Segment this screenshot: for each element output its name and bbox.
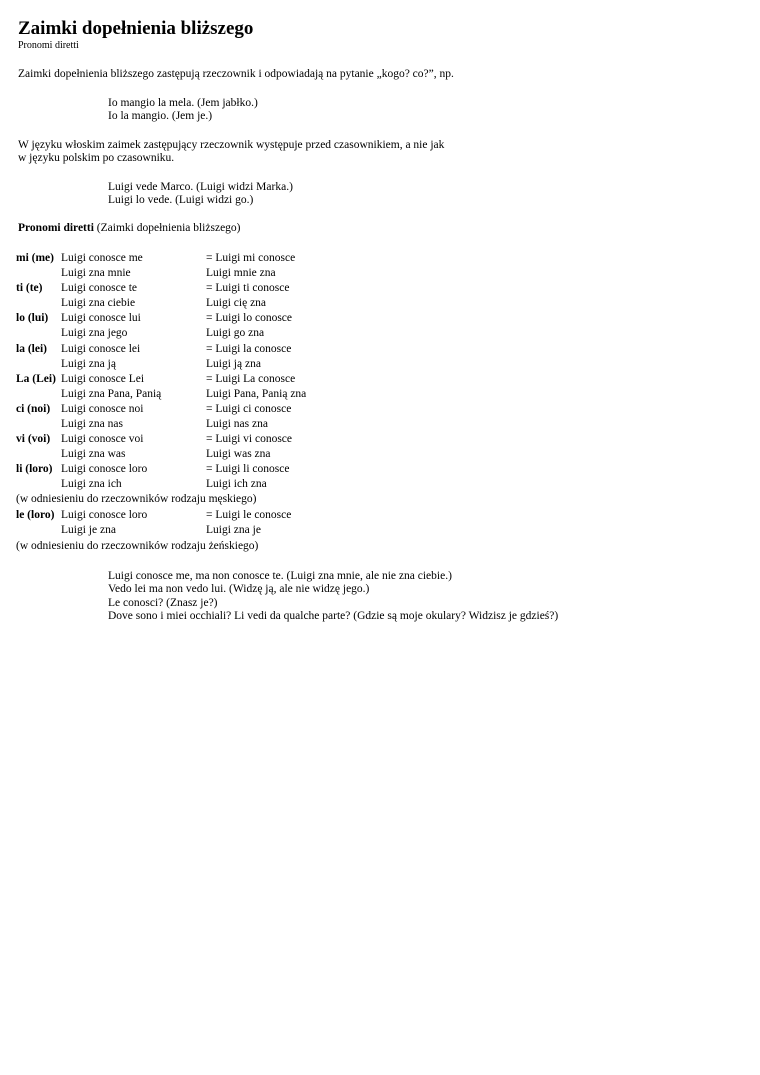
italian-long-form: Luigi conosce te: [61, 282, 138, 294]
pronoun-label: le (loro): [16, 509, 55, 521]
italian-long-form: Luigi conosce lui: [61, 312, 141, 324]
example-line: Luigi lo vede. (Luigi widzi go.): [108, 194, 254, 206]
polish-short-form: Luigi zna je: [206, 524, 261, 536]
pronoun-label: la (lei): [16, 343, 47, 355]
intro-paragraph: Zaimki dopełnienia bliższego zastępują rzeczownik i odpowiadają na pytanie „kogo? co?”, np.: [18, 68, 454, 80]
paragraph-line: w języku polskim po czasowniku.: [18, 152, 175, 164]
polish-short-form: Luigi cię zna: [206, 297, 267, 309]
italian-long-form: Luigi conosce loro: [61, 463, 148, 475]
polish-short-form: Luigi ją zna: [206, 358, 261, 370]
example-line: Le conosci? (Znasz je?): [108, 597, 218, 609]
italian-long-form: Luigi conosce noi: [61, 403, 144, 415]
example-line: Io la mangio. (Jem je.): [108, 110, 213, 122]
pronoun-label: mi (me): [16, 252, 54, 264]
italian-short-form: = Luigi mi conosce: [206, 252, 296, 264]
italian-long-form: Luigi conosce me: [61, 252, 143, 264]
polish-long-form: Luigi zna mnie: [61, 267, 131, 279]
example-line: Dove sono i miei occhiali? Li vedi da qualche parte? (Gdzie są moje okulary? Widzisz je gdzieś?): [108, 610, 559, 622]
polish-long-form: Luigi je zna: [61, 524, 116, 536]
polish-long-form: Luigi zna ich: [61, 478, 122, 490]
italian-short-form: = Luigi li conosce: [206, 463, 290, 475]
page-title: Zaimki dopełnienia bliższego: [18, 18, 254, 39]
page-subtitle: Pronomi diretti: [18, 40, 79, 51]
italian-short-form: = Luigi lo conosce: [206, 312, 293, 324]
italian-short-form: = Luigi la conosce: [206, 343, 292, 355]
polish-short-form: Luigi nas zna: [206, 418, 268, 430]
pronoun-label: La (Lei): [16, 373, 56, 385]
italian-long-form: Luigi conosce voi: [61, 433, 144, 445]
section-heading: [18, 222, 241, 235]
polish-short-form: Luigi go zna: [206, 327, 265, 339]
polish-short-form: Luigi was zna: [206, 448, 271, 460]
italian-short-form: = Luigi ci conosce: [206, 403, 292, 415]
polish-long-form: Luigi zna jego: [61, 327, 128, 339]
pronoun-label: vi (voi): [16, 433, 51, 445]
polish-short-form: Luigi ich zna: [206, 478, 267, 490]
polish-short-form: Luigi mnie zna: [206, 267, 276, 279]
italian-long-form: Luigi conosce lei: [61, 343, 141, 355]
italian-long-form: Luigi conosce loro: [61, 509, 148, 521]
pronoun-label: lo (lui): [16, 312, 49, 324]
pronoun-label: ti (te): [16, 282, 43, 294]
polish-long-form: Luigi zna Pana, Panią: [61, 388, 162, 400]
section-heading-rest: (Zaimki dopełnienia bliższego): [93, 222, 241, 234]
polish-long-form: Luigi zna ją: [61, 358, 116, 370]
italian-long-form: Luigi conosce Lei: [61, 373, 145, 385]
italian-short-form: = Luigi La conosce: [206, 373, 296, 385]
polish-long-form: Luigi zna was: [61, 448, 126, 460]
example-line: Vedo lei ma non vedo lui. (Widzę ją, ale nie widzę jego.): [108, 583, 370, 595]
italian-short-form: = Luigi le conosce: [206, 509, 292, 521]
polish-long-form: Luigi zna nas: [61, 418, 123, 430]
section-heading-bold: Pronomi diretti: [18, 222, 94, 234]
paragraph-line: W języku włoskim zaimek zastępujący rzeczownik występuje przed czasownikiem, a nie jak: [18, 139, 445, 151]
gender-note: (w odniesieniu do rzeczowników rodzaju żeńskiego): [16, 540, 259, 552]
example-line: Io mangio la mela. (Jem jabłko.): [108, 97, 258, 109]
example-line: Luigi conosce me, ma non conosce te. (Luigi zna mnie, ale nie zna ciebie.): [108, 570, 452, 582]
polish-long-form: Luigi zna ciebie: [61, 297, 136, 309]
italian-short-form: = Luigi vi conosce: [206, 433, 293, 445]
gender-note: (w odniesieniu do rzeczowników rodzaju męskiego): [16, 493, 257, 505]
example-line: Luigi vede Marco. (Luigi widzi Marka.): [108, 181, 293, 193]
pronoun-label: li (loro): [16, 463, 53, 475]
polish-short-form: Luigi Pana, Panią zna: [206, 388, 307, 400]
italian-short-form: = Luigi ti conosce: [206, 282, 290, 294]
pronoun-label: ci (noi): [16, 403, 51, 415]
